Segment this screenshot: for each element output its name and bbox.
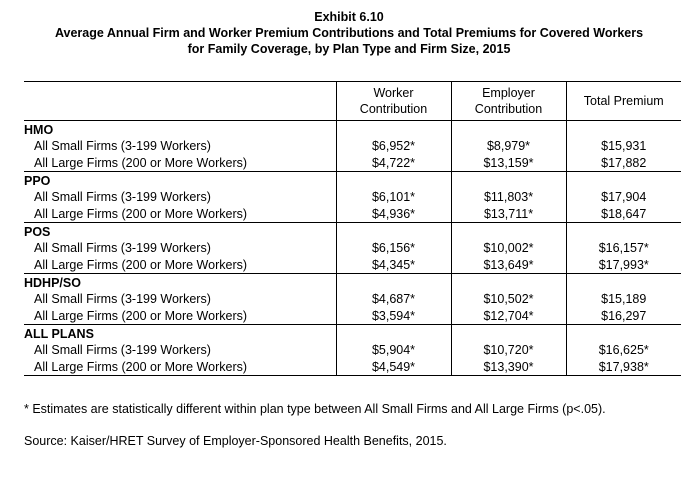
worker-contribution-cell: $4,345* (336, 257, 451, 274)
footnote: * Estimates are statistically different within plan type between All Small Firms and All Large Firms (p<.05). (24, 402, 606, 416)
source-note: Source: Kaiser/HRET Survey of Employer-Sponsored Health Benefits, 2015. (24, 434, 447, 448)
total-premium-cell: $15,931 (566, 138, 681, 155)
header-employer-line2: Contribution (474, 102, 543, 116)
employer-contribution-cell: $13,159* (451, 155, 566, 172)
worker-contribution-cell: $4,687* (336, 291, 451, 308)
row-label: All Small Firms (3-199 Workers) (34, 292, 211, 307)
premium-table (24, 81, 681, 376)
row-label: All Small Firms (3-199 Workers) (34, 343, 211, 358)
header-total-premium: Total Premium (566, 82, 681, 121)
plan-type-label: HDHP/SO (24, 274, 336, 292)
row-label: All Large Firms (200 or More Workers) (34, 308, 248, 323)
table-row (24, 155, 681, 172)
row-label: All Large Firms (200 or More Workers) (34, 257, 248, 272)
group-empty-cell (451, 172, 566, 190)
employer-contribution-cell: $10,002* (451, 240, 566, 257)
group-empty-cell (566, 172, 681, 190)
table-row (24, 342, 681, 359)
employer-contribution-cell: $13,711* (451, 206, 566, 223)
employer-contribution-cell: $11,803* (451, 189, 566, 206)
group-row (24, 325, 681, 343)
worker-contribution-cell: $3,594* (336, 308, 451, 325)
table-row (24, 240, 681, 257)
worker-contribution-cell: $6,952* (336, 138, 451, 155)
exhibit-subtitle-line1: Average Annual Firm and Worker Premium Contributions and Total Premiums for Covered Workers (54, 26, 644, 40)
exhibit-subtitle-line2: for Family Coverage, by Plan Type and Firm Size, 2015 (187, 42, 511, 56)
header-blank (24, 82, 336, 121)
group-empty-cell (566, 274, 681, 292)
group-empty-cell (336, 223, 451, 241)
worker-contribution-cell: $4,936* (336, 206, 451, 223)
employer-contribution-cell: $13,649* (451, 257, 566, 274)
plan-type-label: HMO (24, 121, 336, 139)
total-premium-cell: $16,157* (566, 240, 681, 257)
table-row (24, 359, 681, 376)
group-empty-cell (336, 121, 451, 139)
title-block (0, 9, 698, 57)
employer-contribution-cell: $13,390* (451, 359, 566, 376)
group-empty-cell (566, 121, 681, 139)
employer-contribution-cell: $10,720* (451, 342, 566, 359)
row-label: All Large Firms (200 or More Workers) (34, 155, 248, 170)
table-row (24, 257, 681, 274)
employer-contribution-cell: $12,704* (451, 308, 566, 325)
worker-contribution-cell: $6,101* (336, 189, 451, 206)
table-row (24, 189, 681, 206)
group-empty-cell (451, 325, 566, 343)
header-employer-contribution (451, 82, 566, 121)
plan-type-label: ALL PLANS (24, 325, 336, 343)
table-row (24, 291, 681, 308)
exhibit-title: Exhibit 6.10 (314, 10, 384, 24)
total-premium-cell: $16,297 (566, 308, 681, 325)
header-worker-line2: Contribution (359, 102, 428, 116)
table-header-row (24, 82, 681, 121)
table-row (24, 206, 681, 223)
worker-contribution-cell: $4,549* (336, 359, 451, 376)
employer-contribution-cell: $8,979* (451, 138, 566, 155)
row-label: All Small Firms (3-199 Workers) (34, 139, 211, 154)
group-row (24, 223, 681, 241)
row-label: All Large Firms (200 or More Workers) (24, 359, 336, 376)
header-worker-line1: Worker (373, 86, 414, 100)
total-premium-cell: $16,625* (566, 342, 681, 359)
group-empty-cell (336, 325, 451, 343)
header-employer-line1: Employer (482, 86, 535, 100)
header-worker-contribution (336, 82, 451, 121)
row-label: All Small Firms (3-199 Workers) (34, 241, 211, 256)
plan-type-label: POS (24, 223, 336, 241)
total-premium-cell: $15,189 (566, 291, 681, 308)
total-premium-cell: $18,647 (566, 206, 681, 223)
worker-contribution-cell: $4,722* (336, 155, 451, 172)
plan-type-label: PPO (24, 172, 336, 190)
total-premium-cell: $17,882 (566, 155, 681, 172)
total-premium-cell: $17,993* (566, 257, 681, 274)
row-label: All Small Firms (3-199 Workers) (34, 190, 211, 205)
worker-contribution-cell: $5,904* (336, 342, 451, 359)
total-premium-cell: $17,938* (566, 359, 681, 376)
table-row (24, 308, 681, 325)
row-label: All Large Firms (200 or More Workers) (34, 206, 248, 221)
total-premium-cell: $17,904 (566, 189, 681, 206)
group-empty-cell (451, 274, 566, 292)
group-empty-cell (451, 121, 566, 139)
group-empty-cell (566, 223, 681, 241)
group-empty-cell (451, 223, 566, 241)
worker-contribution-cell: $6,156* (336, 240, 451, 257)
table-row (24, 138, 681, 155)
group-empty-cell (336, 274, 451, 292)
employer-contribution-cell: $10,502* (451, 291, 566, 308)
group-empty-cell (566, 325, 681, 343)
group-row (24, 121, 681, 139)
group-row (24, 274, 681, 292)
group-row (24, 172, 681, 190)
group-empty-cell (336, 172, 451, 190)
